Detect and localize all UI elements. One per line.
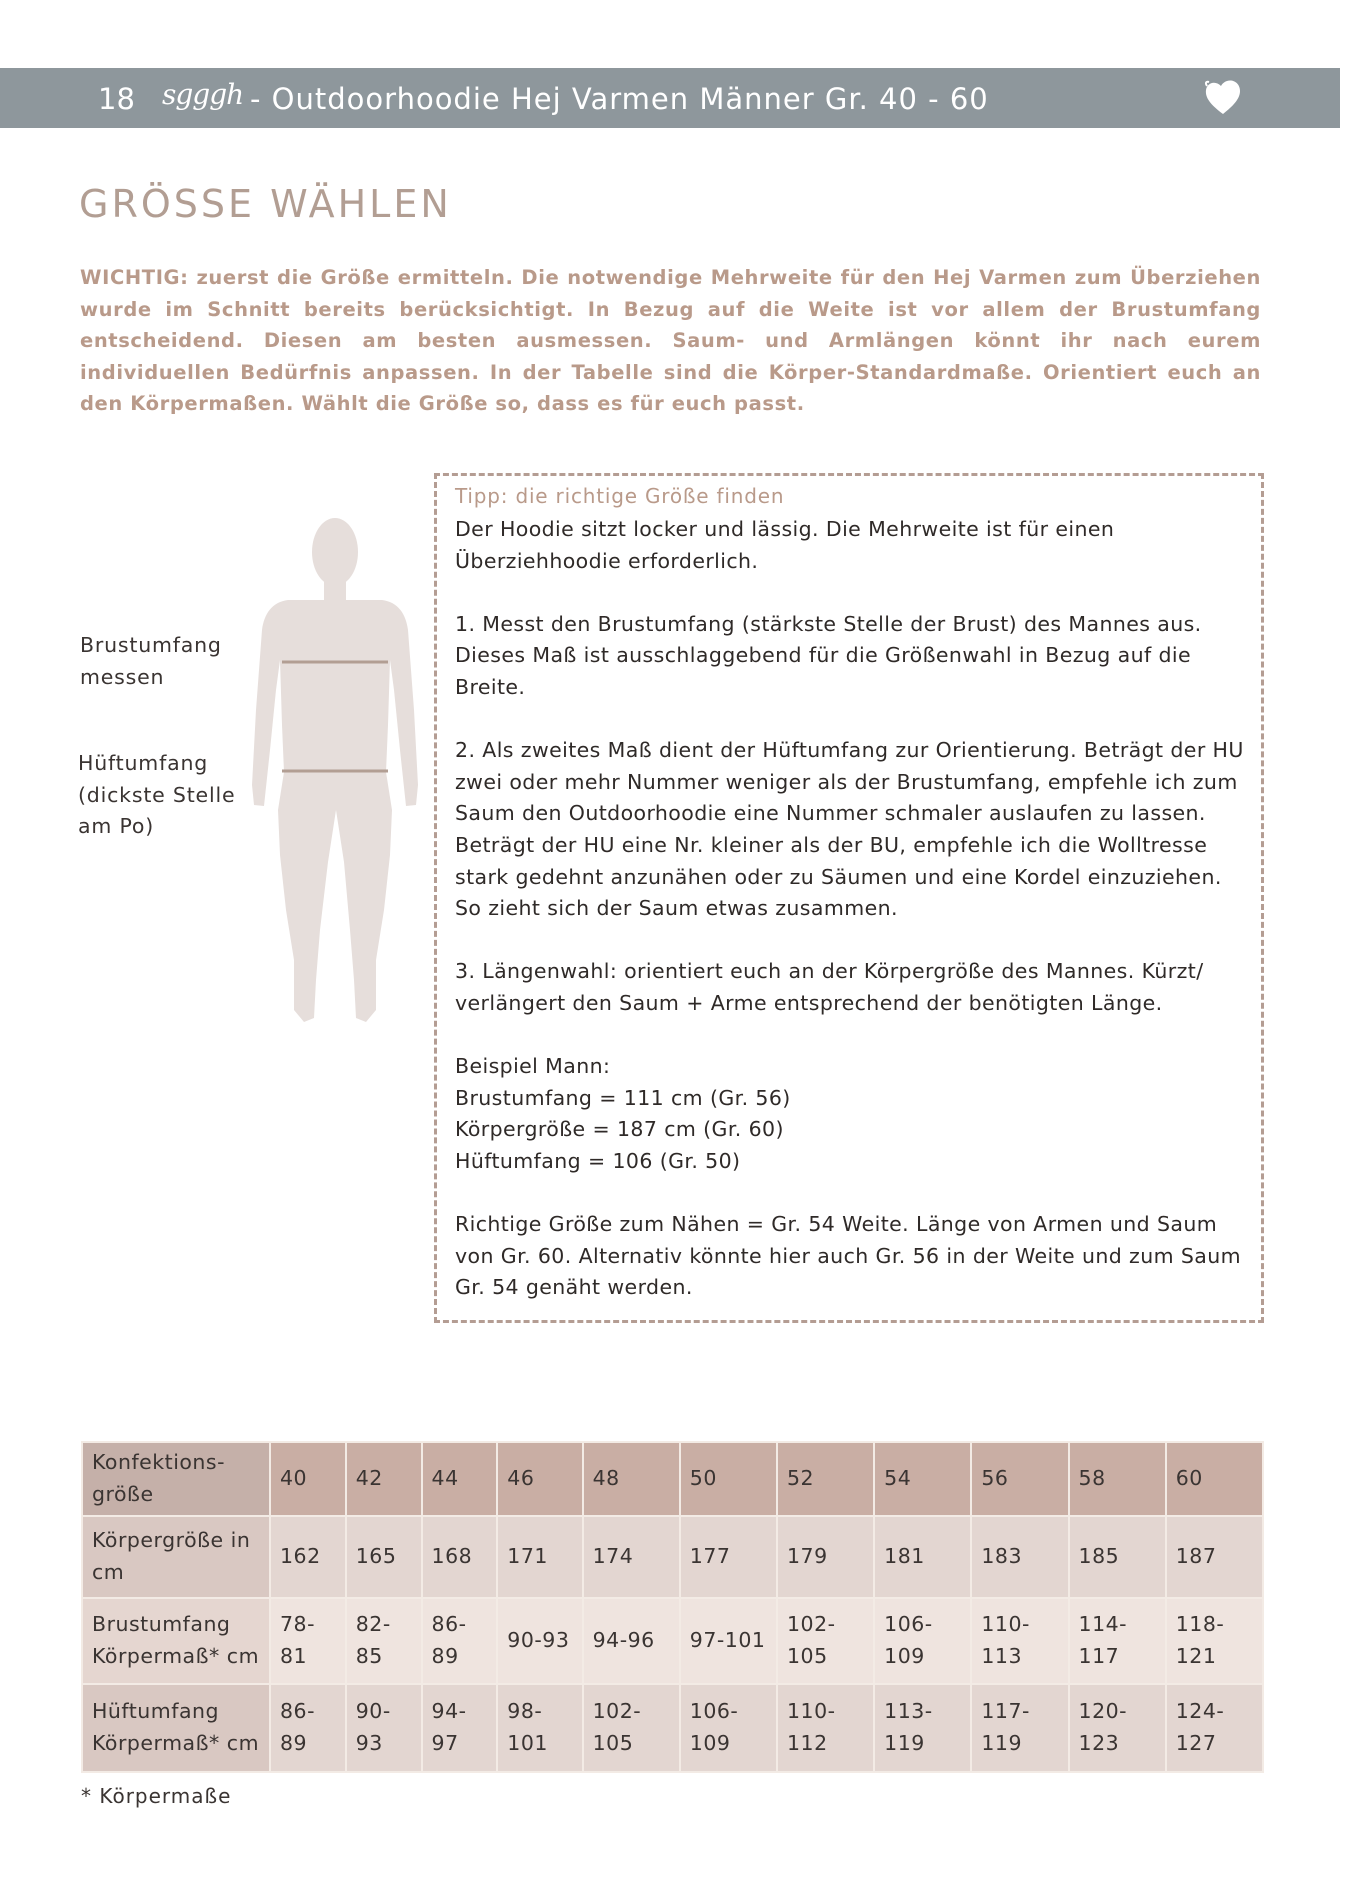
table-header-cell: 50 [680, 1442, 777, 1516]
brand-logo: sgggh [162, 78, 244, 111]
example-title: Beispiel Mann: [455, 1054, 611, 1079]
tip-paragraph: 3. Längenwahl: orientiert euch an der Körpergröße des Mannes. Kürzt/ verlängert den Saum + Arme entsprechend der benötigten Länge. [455, 959, 1204, 1015]
table-cell: 110-112 [777, 1684, 874, 1772]
row-label: Brustumfang Körpermaß* cm [82, 1598, 270, 1684]
table-cell: 177 [680, 1516, 777, 1598]
table-cell: 181 [874, 1516, 971, 1598]
table-cell: 120-123 [1069, 1684, 1166, 1772]
table-header-cell: 40 [270, 1442, 346, 1516]
tip-title: Tipp: die richtige Größe finden [455, 484, 785, 508]
table-cell: 174 [583, 1516, 680, 1598]
table-row [82, 1684, 1263, 1772]
intro-paragraph: WICHTIG: zuerst die Größe ermitteln. Die notwendige Mehrweite für den Hej Varmen zum Überziehen wurde im Schnitt bereits berücksichtigt. In Bezug auf die Weite ist vor allem der Brustumfang entscheidend. Diesen am besten ausmessen. Saum- und Armlängen könnt ihr nach eurem individuellen Bedürfnis anpassen. In der Tabelle sind die Körper-Standardmaße. Orientiert euch an den Körpermaßen. Wählt die Größe so, dass es für euch passt. [80, 266, 1261, 416]
table-cell: 90-93 [346, 1684, 422, 1772]
table-cell: 94-97 [422, 1684, 498, 1772]
table-cell: 124-127 [1166, 1684, 1263, 1772]
page-number: 18 [98, 82, 135, 116]
example-line: Brustumfang = 111 cm (Gr. 56) [455, 1085, 791, 1110]
tip-paragraph: 1. Messt den Brustumfang (stärkste Stelle der Brust) des Mannes aus. Dieses Maß ist ausschlaggebend für die Größenwahl in Bezug auf die Breite. [455, 611, 1202, 699]
example-line: Hüftumfang = 106 (Gr. 50) [455, 1148, 741, 1173]
table-cell: 165 [346, 1516, 422, 1598]
table-header-cell: 56 [971, 1442, 1068, 1516]
table-cell: 90-93 [497, 1598, 582, 1684]
document-title: - Outdoorhoodie Hej Varmen Männer Gr. 40 - 60 [250, 82, 989, 116]
row-label: Hüftumfang Körpermaß* cm [82, 1684, 270, 1772]
table-cell: 118-121 [1166, 1598, 1263, 1684]
table-row [82, 1516, 1263, 1598]
table-header-cell: 48 [583, 1442, 680, 1516]
tip-paragraph: Der Hoodie sitzt locker und lässig. Die Mehrweite ist für einen Überziehhoodie erforderlich. [455, 517, 1115, 573]
table-cell: 117-119 [971, 1684, 1068, 1772]
label-hip: Hüftumfang (dickste Stelle am Po) [78, 751, 236, 839]
table-header-cell: 42 [346, 1442, 422, 1516]
table-header-cell: 54 [874, 1442, 971, 1516]
body-silhouette [230, 510, 440, 1040]
tip-paragraph: Richtige Größe zum Nähen = Gr. 54 Weite. Länge von Armen und Saum von Gr. 60. Alternativ könnte hier auch Gr. 56 in der Weite und zum Saum Gr. 54 genäht werden. [455, 1212, 1242, 1300]
table-cell: 114-117 [1069, 1598, 1166, 1684]
table-cell: 94-96 [583, 1598, 680, 1684]
table-cell: 102-105 [583, 1684, 680, 1772]
table-header-row [82, 1442, 1263, 1516]
label-chest: Brustumfang messen [80, 633, 222, 689]
table-cell: 106-109 [874, 1598, 971, 1684]
table-cell: 102-105 [777, 1598, 874, 1684]
row-label: Körpergröße in cm [82, 1516, 270, 1598]
table-cell: 106-109 [680, 1684, 777, 1772]
table-cell: 113-119 [874, 1684, 971, 1772]
table-cell: 183 [971, 1516, 1068, 1598]
table-cell: 82-85 [346, 1598, 422, 1684]
table-cell: 86-89 [422, 1598, 498, 1684]
table-header-cell: 58 [1069, 1442, 1166, 1516]
table-cell: 185 [1069, 1516, 1166, 1598]
table-header-cell: 60 [1166, 1442, 1263, 1516]
table-cell: 171 [497, 1516, 582, 1598]
table-cell: 168 [422, 1516, 498, 1598]
table-header-cell: 52 [777, 1442, 874, 1516]
table-cell: 86-89 [270, 1684, 346, 1772]
tip-paragraph: 2. Als zweites Maß dient der Hüftumfang zur Orientierung. Beträgt der HU zwei oder mehr Nummer weniger als der Brustumfang, empfehle ich zum Saum den Outdoorhoodie eine Nummer schmaler auslaufen zu lassen. Beträgt der HU eine Nr. kleiner als der BU, empfehle ich die Wolltresse stark gedehnt anzunähen oder zu Säumen und eine Kordel einzuziehen. So zieht sich der Saum etwas zusammen. [455, 738, 1244, 921]
table-header-cell: 44 [422, 1442, 498, 1516]
table-cell: 162 [270, 1516, 346, 1598]
example-line: Körpergröße = 187 cm (Gr. 60) [455, 1117, 784, 1142]
heart-icon [1203, 80, 1243, 116]
table-cell: 187 [1166, 1516, 1263, 1598]
header-bar [0, 68, 1340, 128]
table-row [82, 1598, 1263, 1684]
table-header-label: Konfektions-größe [82, 1442, 270, 1516]
size-table [81, 1441, 1264, 1773]
table-cell: 110-113 [971, 1598, 1068, 1684]
table-cell: 97-101 [680, 1598, 777, 1684]
table-header-cell: 46 [497, 1442, 582, 1516]
table-cell: 78-81 [270, 1598, 346, 1684]
footnote: * Körpermaße [81, 1784, 232, 1808]
page-title: GRÖSSE WÄHLEN [79, 182, 452, 226]
tip-content [455, 514, 1255, 1304]
table-cell: 98-101 [497, 1684, 582, 1772]
table-cell: 179 [777, 1516, 874, 1598]
